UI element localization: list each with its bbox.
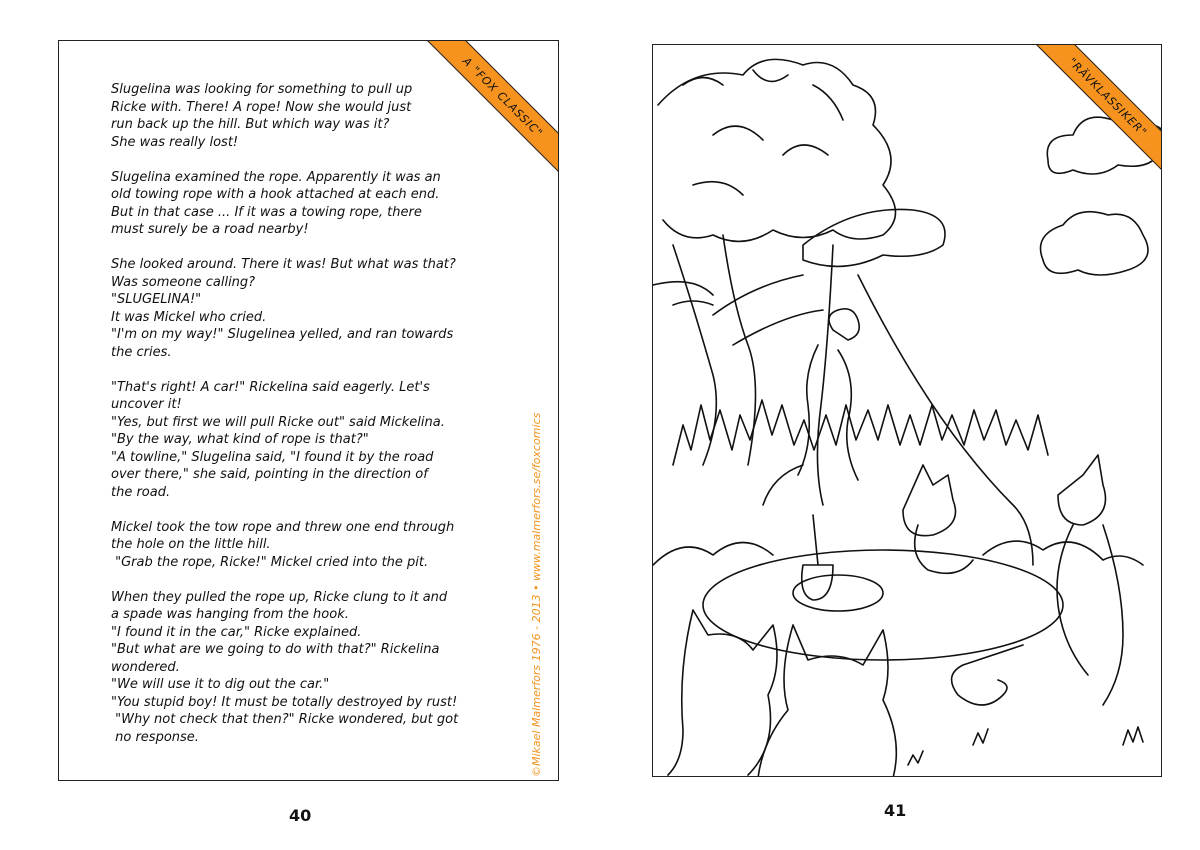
- story-line: "We will use it to dig out the car.": [111, 677, 330, 692]
- story-line: Ricke with. There! A rope! Now she would just: [111, 99, 412, 115]
- story-line: "Grab the rope, Ricke!" Mickel cried into the pit.: [111, 554, 429, 570]
- story-line: Mickel took the tow rope and threw one end through: [111, 519, 455, 535]
- story-line: "A towline," Slugelina said, "I found it by the road: [111, 449, 434, 465]
- story-line: "SLUGELINA!": [111, 292, 202, 307]
- rope: [817, 245, 1033, 565]
- story-line: Slugelina was looking for something to pull up: [111, 82, 413, 97]
- pulling-fox: [1057, 455, 1123, 705]
- comic-illustration: [653, 45, 1162, 777]
- pit-fox: [903, 465, 973, 573]
- spade: [802, 515, 833, 600]
- page-number-left: 40: [289, 806, 312, 825]
- story-line: It was Mickel who cried.: [111, 309, 267, 325]
- page-number-right: 41: [884, 801, 907, 820]
- story-line: run back up the hill. But which way was it?: [111, 117, 390, 132]
- right-page: [652, 44, 1162, 777]
- story-line: But in that case ... If it was a towing rope, there: [111, 204, 422, 220]
- copyright-credit: ©Mikael Malmerfors 1976 - 2013 • www.malmerfors.se/foxcomics: [530, 412, 543, 777]
- story-line: the road.: [111, 484, 171, 500]
- story-line: "I found it in the car," Ricke explained.: [111, 624, 362, 640]
- story-paragraph: [111, 169, 511, 239]
- story-line: old towing rope with a hook attached at each end.: [111, 187, 440, 202]
- story-paragraph: [111, 589, 511, 747]
- story-line: uncover it!: [111, 397, 182, 412]
- story-line: a spade was hanging from the hook.: [111, 607, 349, 622]
- story-line: Was someone calling?: [111, 274, 256, 290]
- story-line: the cries.: [111, 344, 172, 360]
- story-paragraph: [111, 379, 511, 502]
- pit: [793, 575, 883, 611]
- story-line: no response.: [111, 729, 199, 745]
- story-line: over there," she said, pointing in the direction of: [111, 467, 428, 482]
- cloud-right: [1041, 212, 1149, 275]
- mound: [703, 550, 1063, 660]
- story-line: must surely be a road nearby!: [111, 222, 309, 237]
- story-line: She was really lost!: [111, 134, 239, 150]
- story-text: [111, 81, 511, 764]
- story-line: wondered.: [111, 659, 180, 675]
- ravklassiker-banner: "RÄVKLASSIKER": [1017, 44, 1162, 188]
- left-page: [58, 40, 559, 781]
- story-line: When they pulled the rope up, Ricke clung to it and: [111, 589, 448, 605]
- story-line: She looked around. There it was! But what was that?: [111, 257, 456, 272]
- story-line: "That's right! A car!" Rickelina said eagerly. Let's: [111, 379, 430, 395]
- story-paragraph: [111, 81, 511, 151]
- fox-classic-banner: A "FOX CLASSIC": [412, 40, 559, 188]
- story-paragraph: [111, 519, 511, 572]
- story-line: "By the way, what kind of rope is that?": [111, 432, 369, 447]
- story-line: Slugelina examined the rope. Apparently it was an: [111, 169, 441, 185]
- foreground-fox-left: [668, 610, 777, 775]
- foreground-fox-center: [758, 625, 896, 777]
- story-line: "I'm on my way!" Slugelinea yelled, and ran towards: [111, 327, 454, 342]
- story-line: "Yes, but first we will pull Ricke out" said Mickelina.: [111, 414, 445, 430]
- story-line: "Why not check that then?" Ricke wondered, but got: [111, 712, 459, 727]
- story-paragraph: [111, 256, 511, 361]
- story-line: "But what are we going to do with that?" Rickelina: [111, 642, 440, 657]
- story-line: "You stupid boy! It must be totally destroyed by rust!: [111, 694, 458, 710]
- forest-line: [673, 400, 1048, 465]
- story-line: the hole on the little hill.: [111, 537, 271, 552]
